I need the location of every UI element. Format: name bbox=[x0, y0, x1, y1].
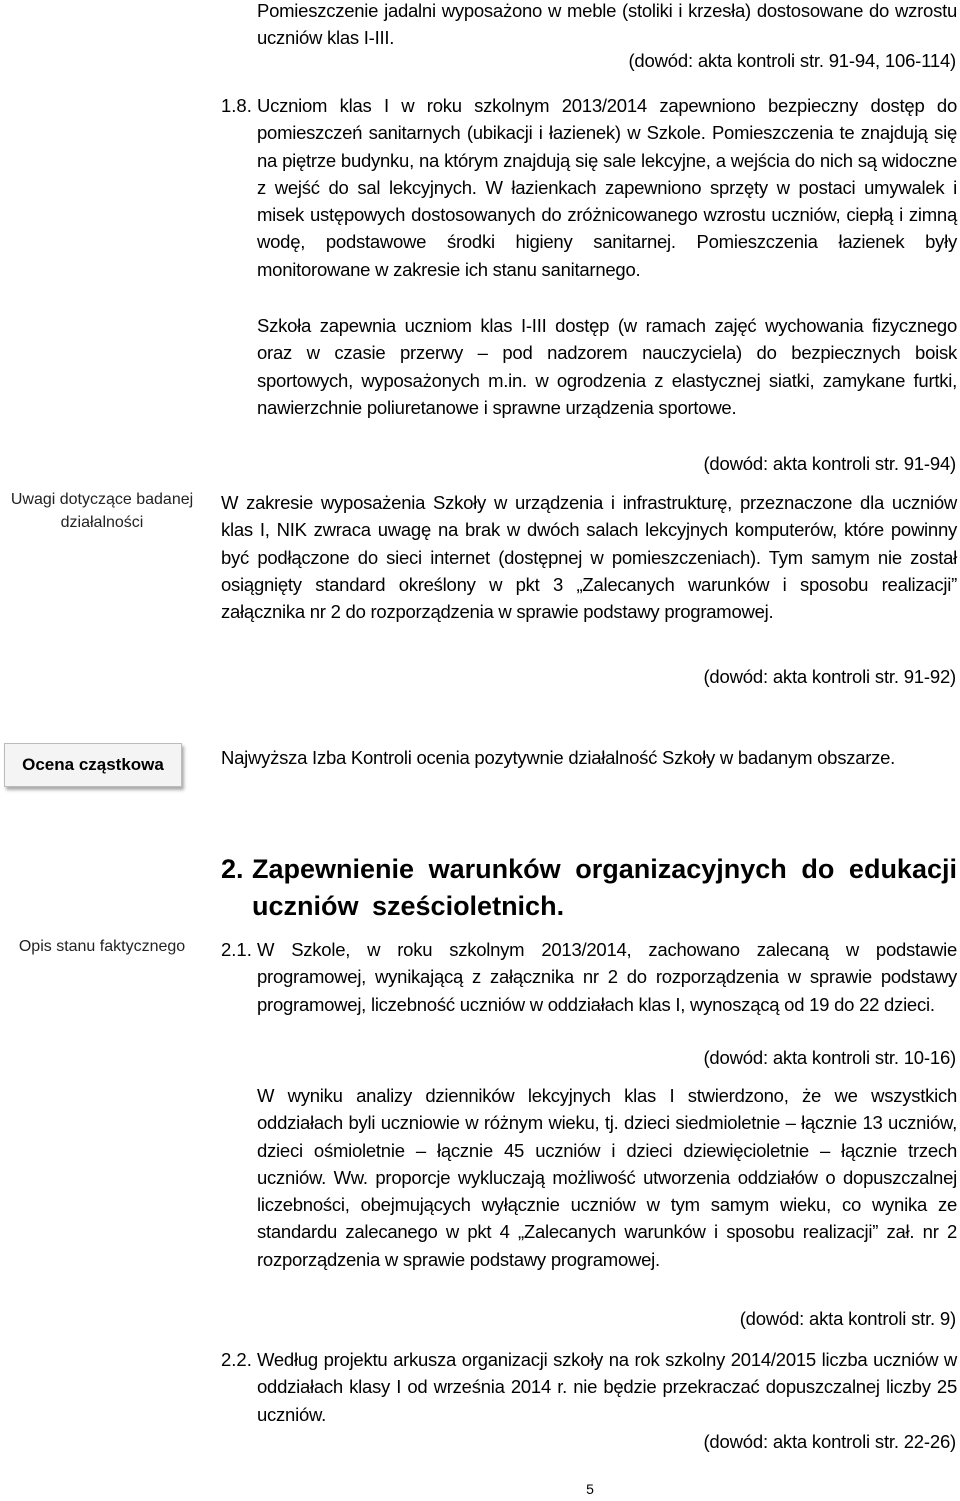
paragraph-sports-fields: Szkoła zapewnia uczniom klas I-III dostęp (w ramach zajęć wychowania fizycznego oraz w czasie przerwy – pod nadzorem nauczyciela) do bezpiecznych boisk sportowych, wyposażonych m.in. w ogrodzenia z elastycznej siatki, zamykane furtki, nawierzchnie poliuretanowe i sprawne urządzenia sportowe. bbox=[257, 315, 957, 418]
paragraph-assessment: Najwyższa Izba Kontroli ocenia pozytywnie działalność Szkoły w badanym obszarze. bbox=[221, 747, 896, 768]
section-heading-number: 2. bbox=[221, 854, 244, 884]
evidence-ref: (dowód: akta kontroli str. 91-92) bbox=[703, 666, 956, 687]
side-label-facts: Opis stanu faktycznego bbox=[18, 938, 186, 955]
evidence-ref: (dowód: akta kontroli str. 9) bbox=[739, 1308, 956, 1329]
section-heading bbox=[221, 851, 957, 925]
evidence-ref: (dowód: akta kontroli str. 91-94) bbox=[703, 453, 956, 474]
paragraph-remarks: W zakresie wyposażenia Szkoły w urządzenia i infrastrukturę, przeznaczone dla uczniów klas I, NIK zwraca uwagę na brak w dwóch salach lekcyjnych komputerów, które powinny być podłączone do sieci internet (dostępnej w pomieszczeniach). Tym samym nie został osiągnięty standard określony w pkt 3 „Zalecanych warunków i sposobu realizacji” załącznika nr 2 do rozporządzenia w sprawie podstawy programowej. bbox=[221, 492, 957, 623]
section-heading-title: Zapewnienie warunków organizacyjnych do edukacji uczniów sześcioletnich. bbox=[252, 854, 957, 921]
section-number: 2.1. bbox=[221, 939, 252, 960]
section-number: 1.8. bbox=[221, 95, 252, 116]
paragraph-age-analysis: W wyniku analizy dzienników lekcyjnych klas I stwierdzono, że we wszystkich oddziałach byli uczniowie w różnym wieku, tj. dzieci siedmioletnie – łącznie 13 uczniów, dzieci ośmioletnie – łącznie 45 uczniów i dzieci dziewięcioletnie – łącznie trzech uczniów. Ww. proporcje wykluczają możliwość utworzenia oddziałów o dopuszczalnej liczebności, obejmujących wyłącznie uczniów w tym samym wieku, co wynika ze standardu zalecanego w pkt 4 „Zalecanych warunków i sposobu realizacji” zał. nr 2 rozporządzenia w sprawie podstawy programowej. bbox=[257, 1085, 957, 1270]
paragraph-dining-room: Pomieszczenie jadalni wyposażono w meble (stoliki i krzesła) dostosowane do wzrostu uczniów klas I-III. bbox=[257, 0, 957, 49]
page-number: 5 bbox=[586, 1481, 594, 1497]
paragraph-class-size: W Szkole, w roku szkolnym 2013/2014, zachowano zalecaną w podstawie programowej, wynikającą z załącznika nr 2 do rozporządzenia w sprawie podstawy programowej, liczebność uczniów w oddziałach klas I, wynoszącą od 19 do 22 dzieci. bbox=[257, 939, 957, 1015]
side-label-remarks: Uwagi dotyczące badanej działalności bbox=[10, 491, 194, 531]
evidence-ref: (dowód: akta kontroli str. 91-94, 106-114) bbox=[628, 50, 956, 71]
evidence-ref: (dowód: akta kontroli str. 10-16) bbox=[703, 1047, 956, 1068]
side-label-partial-assessment: Ocena cząstkowa bbox=[4, 743, 182, 787]
section-number: 2.2. bbox=[221, 1349, 252, 1370]
evidence-ref: (dowód: akta kontroli str. 22-26) bbox=[703, 1431, 956, 1452]
paragraph-organization-plan: Według projektu arkusza organizacji szkoły na rok szkolny 2014/2015 liczba uczniów w oddziałach klasy I od września 2014 r. nie będzie przekraczać dopuszczalnej liczby 25 uczniów. bbox=[257, 1349, 957, 1425]
paragraph-sanitary: Uczniom klas I w roku szkolnym 2013/2014 zapewniono bezpieczny dostęp do pomieszczeń sanitarnych (ubikacji i łazienek) w Szkole. Pomieszczenia te znajdują się na piętrze budynku, na którym znajdują się sale lekcyjne, a wejścia do nich są widoczne z wejść do sal lekcyjnych. W łazienkach zapewniono sprzęty w postaci umywalek i misek ustępowych dostosowanych do zróżnicowanego wzrostu uczniów, ciepłą i zimną wodę, podstawowe środki higieny sanitarnej. Pomieszczenia łazienek były monitorowane w zakresie ich stanu sanitarnego. bbox=[257, 95, 957, 280]
